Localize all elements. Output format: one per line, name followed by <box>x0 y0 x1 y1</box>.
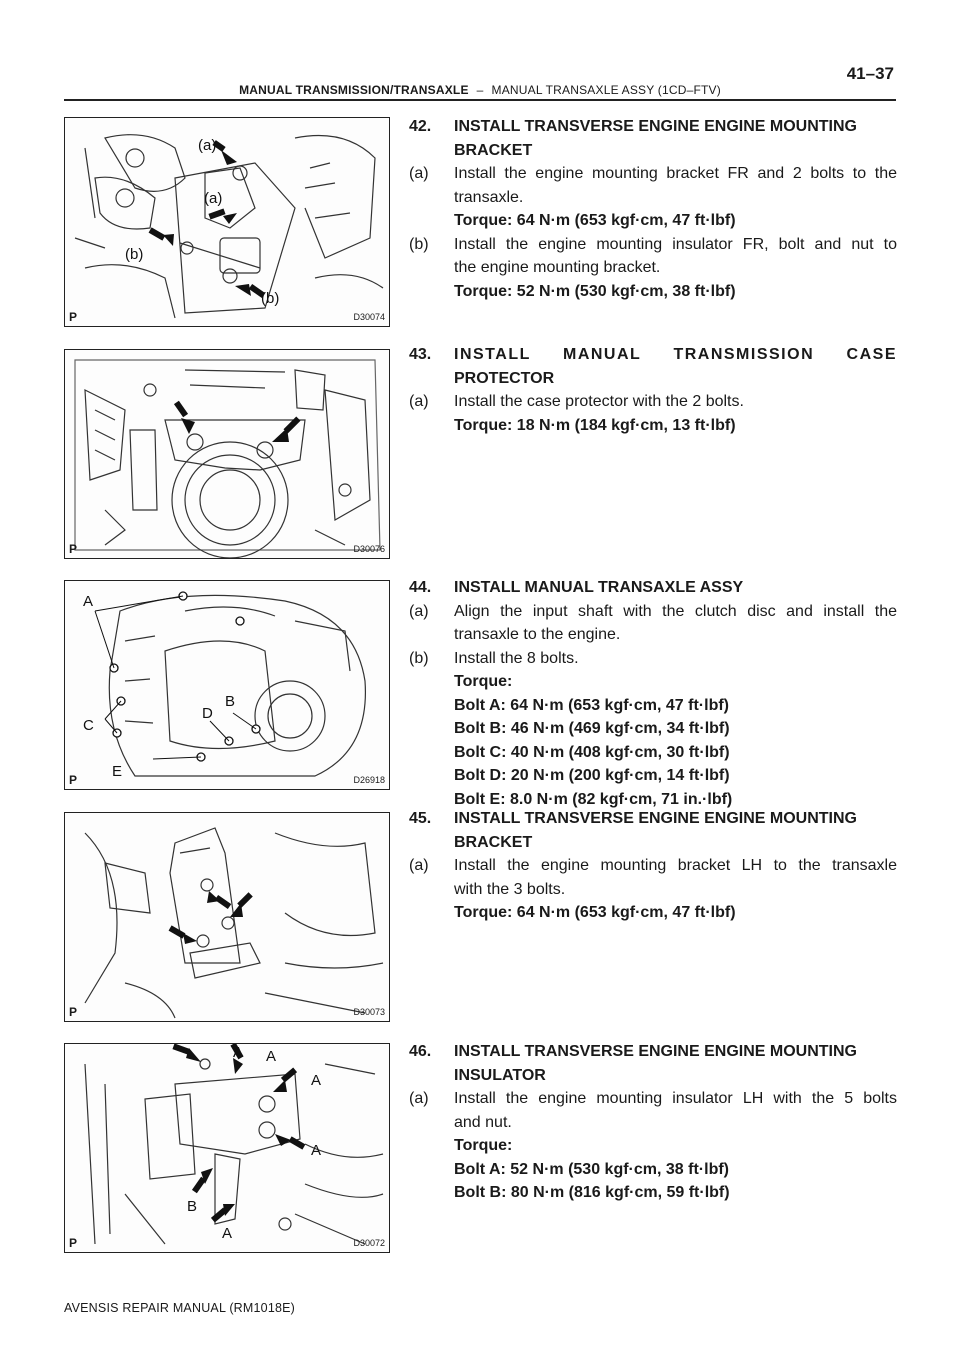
callout-a-4: A <box>311 1142 322 1159</box>
torque-spec: Torque: 64 N·m (653 kgf·cm, 47 ft·lbf) <box>454 904 736 921</box>
step-number: 42. <box>409 118 432 135</box>
substep-text-line2: transaxle to the engine. <box>454 626 621 643</box>
figure-prefix: P <box>69 1005 78 1019</box>
figure-d30074-drawing <box>65 118 389 326</box>
torque-spec: Torque: 18 N·m (184 kgf·cm, 13 ft·lbf) <box>454 416 736 434</box>
callout-a-5: A <box>222 1225 233 1242</box>
step-number: 43. <box>409 346 432 363</box>
torque-bolt-b: Bolt B: 46 N·m (469 kgf·cm, 34 ft·lbf) <box>454 720 730 737</box>
figure-d26918-drawing <box>65 581 389 789</box>
figure-d30073-drawing <box>65 813 389 1021</box>
callout-e: E <box>112 763 123 780</box>
substep-text-line1: Install the engine mounting bracket LH to the transaxle <box>454 857 897 874</box>
step-number: 46. <box>409 1043 432 1060</box>
substep-text-line1: Install the engine mounting insulator FR, bolt and nut to <box>454 235 897 253</box>
substep-text-line2: transaxle. <box>454 188 524 206</box>
section-title: MANUAL TRANSMISSION/TRANSAXLE <box>239 83 469 97</box>
figure-prefix: P <box>69 1236 78 1250</box>
figure-d26918 <box>64 580 390 790</box>
figure-id: D30074 <box>353 312 385 322</box>
substep-label: (a) <box>409 857 429 874</box>
figure-id: D26918 <box>353 775 385 785</box>
step-title-line1: INSTALL TRANSVERSE ENGINE ENGINE MOUNTING <box>454 810 857 827</box>
figure-d30073 <box>64 812 390 1022</box>
subsection-title: MANUAL TRANSAXLE ASSY (1CD–FTV) <box>491 83 721 97</box>
substep-text-line1: Install the case protector with the 2 bolts. <box>454 393 744 410</box>
substep-b <box>409 233 897 304</box>
step-44 <box>409 576 897 811</box>
figure-prefix: P <box>69 773 78 787</box>
torque-heading: Torque: <box>454 673 513 690</box>
callout-a-upper: (a) <box>198 137 217 154</box>
figure-d30076-drawing <box>65 350 389 558</box>
substep-text-line1: Install the 8 bolts. <box>454 649 579 667</box>
callout-b-left: (b) <box>125 246 144 263</box>
step-heading <box>409 807 897 854</box>
callout-b: B <box>187 1198 198 1215</box>
callout-a-lower: (a) <box>204 190 223 207</box>
callout-d: D <box>202 705 213 722</box>
header-rule <box>64 99 896 101</box>
substep-text-line2: with the 3 bolts. <box>454 880 566 898</box>
figure-id: D30076 <box>353 544 385 554</box>
figure-id: D30073 <box>353 1007 385 1017</box>
step-46 <box>409 1040 897 1205</box>
substep-label: (b) <box>409 235 429 253</box>
figure-prefix: P <box>69 542 78 556</box>
substep-a <box>409 600 897 647</box>
callout-b: B <box>225 693 236 710</box>
substep-text-line2: the engine mounting bracket. <box>454 259 661 276</box>
figure-d30072-drawing <box>65 1044 389 1252</box>
page-number: 41–37 <box>846 64 894 83</box>
figure-d30076 <box>64 349 390 559</box>
substep-text-line1: Install the engine mounting insulator LH with the 5 bolts <box>454 1090 897 1107</box>
substep-a <box>409 162 897 233</box>
torque-bolt-b: Bolt B: 80 N·m (816 kgf·cm, 59 ft·lbf) <box>454 1184 730 1201</box>
torque-bolt-a: Bolt A: 52 N·m (530 kgf·cm, 38 ft·lbf) <box>454 1160 729 1178</box>
step-title-line1: INSTALL TRANSVERSE ENGINE ENGINE MOUNTING <box>454 1043 857 1060</box>
step-number: 44. <box>409 579 432 596</box>
header-separator: – <box>476 83 484 97</box>
substep-text-line1: Install the engine mounting bracket FR and 2 bolts to the <box>454 165 897 182</box>
step-number: 45. <box>409 810 432 827</box>
step-title-line1: INSTALL TRANSVERSE ENGINE ENGINE MOUNTING <box>454 118 857 135</box>
callout-a: A <box>83 593 94 610</box>
figure-prefix: P <box>69 310 78 324</box>
torque-bolt-e: Bolt E: 8.0 N·m (82 kgf·cm, 71 in.·lbf) <box>454 790 733 808</box>
step-heading <box>409 115 897 162</box>
torque-heading: Torque: <box>454 1137 513 1154</box>
substep-label: (a) <box>409 165 429 182</box>
torque-spec: Torque: 52 N·m (530 kgf·cm, 38 ft·lbf) <box>454 282 736 300</box>
substep-a <box>409 854 897 925</box>
substep-text-line2: and nut. <box>454 1113 512 1131</box>
torque-bolt-d: Bolt D: 20 N·m (200 kgf·cm, 14 ft·lbf) <box>454 767 730 784</box>
substep-label: (b) <box>409 649 429 667</box>
substep-text-line1: Align the input shaft with the clutch disc and install the <box>454 602 897 620</box>
step-43 <box>409 343 897 437</box>
callout-a-3: A <box>311 1072 322 1089</box>
running-header <box>64 83 896 97</box>
step-heading <box>409 576 897 600</box>
figure-id: D30072 <box>353 1238 385 1248</box>
step-title-line2: BRACKET <box>454 833 533 851</box>
callout-a-1: A <box>233 1044 244 1061</box>
torque-bolt-a: Bolt A: 64 N·m (653 kgf·cm, 47 ft·lbf) <box>454 696 729 714</box>
torque-spec: Torque: 64 N·m (653 kgf·cm, 47 ft·lbf) <box>454 212 736 229</box>
substep-label: (a) <box>409 1090 429 1107</box>
figure-d30072 <box>64 1043 390 1253</box>
step-42 <box>409 115 897 303</box>
step-title-line2: PROTECTOR <box>454 369 555 387</box>
substep-label: (a) <box>409 393 429 410</box>
manual-footer: AVENSIS REPAIR MANUAL (RM1018E) <box>64 1301 296 1315</box>
step-45 <box>409 807 897 925</box>
step-title-line2: INSULATOR <box>454 1066 546 1084</box>
step-title-line1: INSTALL MANUAL TRANSMISSION CASE <box>454 346 897 363</box>
torque-bolt-c: Bolt C: 40 N·m (408 kgf·cm, 30 ft·lbf) <box>454 743 730 761</box>
substep-a <box>409 1087 897 1205</box>
step-title-line1: INSTALL MANUAL TRANSAXLE ASSY <box>454 579 744 596</box>
figure-d30074 <box>64 117 390 327</box>
step-title-line2: BRACKET <box>454 141 533 159</box>
callout-c: C <box>83 717 94 734</box>
step-heading <box>409 343 897 390</box>
substep-label: (a) <box>409 602 429 620</box>
substep-b <box>409 647 897 812</box>
step-heading <box>409 1040 897 1087</box>
callout-b-right: (b) <box>261 290 280 307</box>
substep-a <box>409 390 897 437</box>
callout-a-2: A <box>266 1048 277 1065</box>
